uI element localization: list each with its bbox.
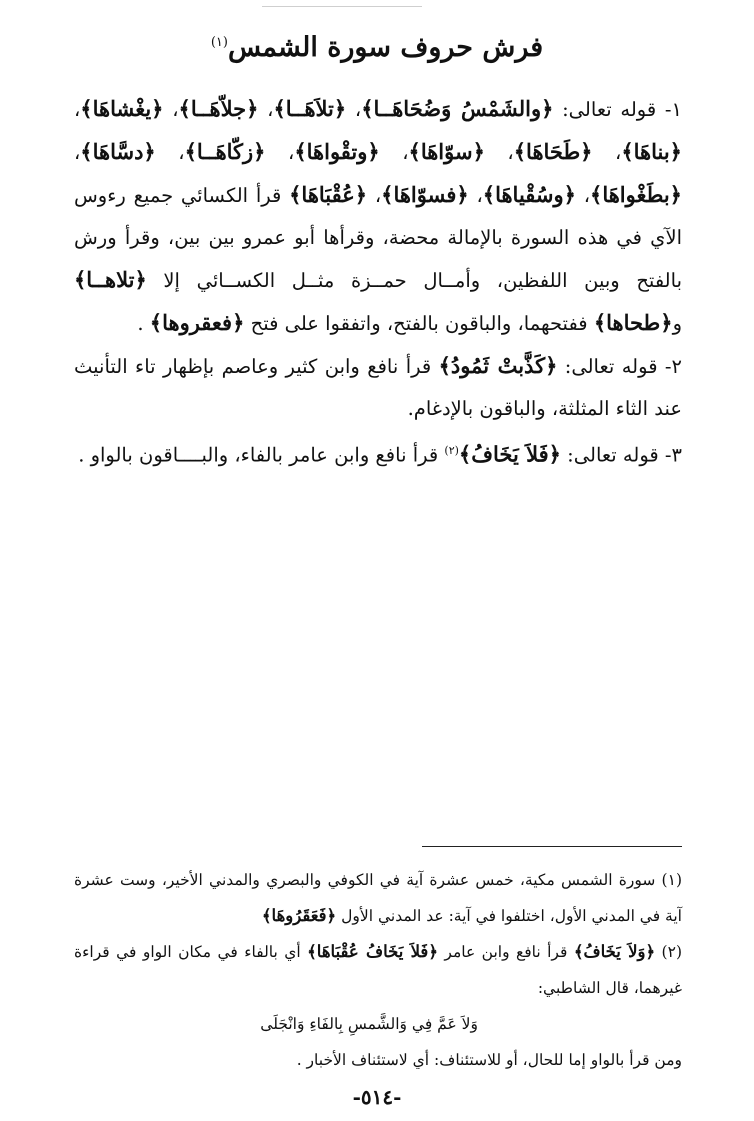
paragraph-3: [74, 430, 682, 477]
quran-word: ﴿عُقْبَاهَا﴾: [289, 182, 368, 207]
text-segment: ،: [592, 141, 622, 164]
poem-verse: [74, 1006, 682, 1042]
quran-word: ﴿وَلاَ يَخَافُ﴾: [573, 942, 656, 961]
text-segment: قرأ الكسائي جميع رءوس الآي في هذه السورة بالإمالة محضة، وقرأها أبو عمرو بين بين، وقرأ ورش بالفتح وبين اللفظين، وأمــال حمــزة مثــل الكســائي إلا: [74, 184, 682, 292]
footnote-ref: (٢): [444, 444, 459, 457]
quran-word: ﴿فسوّاهَا﴾: [381, 182, 469, 207]
quran-word: ﴿دسَّاهَا﴾: [80, 139, 156, 164]
text-segment: ففتحهما، والباقون بالفتح، واتفقوا على فتح: [244, 312, 594, 335]
text-segment: ومن قرأ بالواو إما للحال، أو للاستئناف: أي لاستئناف الأخبار .: [296, 1051, 682, 1069]
quran-word: ﴿طحاها﴾: [593, 310, 673, 335]
text-segment: ،: [155, 141, 185, 164]
title-text: فرش حروف سورة الشمس: [227, 32, 544, 63]
footnote-1: [74, 862, 682, 934]
quran-word: ﴿بناهَا﴾: [621, 139, 682, 164]
paragraph-1: [74, 88, 682, 345]
quran-word: ﴿سوّاهَا﴾: [408, 139, 485, 164]
page-title: [0, 32, 754, 63]
quran-word: ﴿فعقروها﴾: [149, 310, 245, 335]
verse-text: وَلاَ عَمَّ فِي وَالشَّمسِ بِالفَاءِ وَانْجَلَى: [260, 1015, 478, 1033]
quran-word: ﴿والشَمْسُ وَضُحَاهَــا﴾: [361, 96, 554, 121]
text-segment: .: [137, 312, 150, 335]
quran-word: ﴿تلاَهَــا﴾: [273, 96, 347, 121]
text-segment: ١- قوله تعالى:: [553, 98, 682, 121]
quran-word: ﴿وتقْواهَا﴾: [294, 139, 380, 164]
text-segment: ،: [367, 184, 382, 207]
text-segment: قرأ نافع وابن عامر: [438, 943, 574, 961]
footnote-2: [74, 934, 682, 1006]
quran-word: ﴿يغْشاهَا﴾: [80, 96, 164, 121]
quran-word: ﴿فَعَقَرُوهَا﴾: [261, 906, 337, 925]
quran-word: ﴿زكّاهَــا﴾: [184, 139, 266, 164]
top-rule: [262, 6, 422, 7]
text-segment: ٣- قوله تعالى:: [560, 443, 682, 467]
footnotes: [74, 862, 682, 1078]
title-footnote-ref: (١): [210, 35, 228, 50]
quran-word: ﴿فَلاَ يَخَافُ﴾: [458, 441, 561, 467]
text-segment: أي بالفاء في مكان الواو في قراءة غيرهما، قال الشاطبي:: [74, 943, 682, 997]
page-number: -٥١٤-: [352, 1085, 402, 1109]
footnote-3: [74, 1042, 682, 1078]
text-segment: ،: [379, 141, 409, 164]
paragraph-2: [74, 345, 682, 430]
text-segment: ،: [265, 141, 295, 164]
text-segment: ،: [484, 141, 514, 164]
text-segment: ،: [163, 98, 179, 121]
quran-word: ﴿طَحَاهَا﴾: [513, 139, 593, 164]
text-segment: قرأ نافع وابن كثير وعاصم بإظهار تاء التأنيث عند الثاء المثلثة، والباقون بالإدغام.: [74, 355, 682, 420]
text-segment: ،: [468, 184, 483, 207]
quran-word: ﴿تلاهــا﴾: [74, 267, 147, 292]
quran-word: ﴿بطَغْواهَا﴾: [590, 182, 682, 207]
quran-word: ﴿وسُقْياهَا﴾: [482, 182, 576, 207]
text-segment: (٢): [655, 943, 682, 961]
text-segment: ،: [575, 184, 591, 207]
text-segment: ٢- قوله تعالى:: [557, 355, 682, 378]
body-text: [74, 88, 682, 477]
text-segment: ،: [74, 98, 81, 121]
text-segment: (١) سورة الشمس مكية، خمس عشرة آية في الكوفي والبصري والمدني الأخير، وست عشرة آية في المدني الأول، اختلفوا في آية: عد المدني الأول: [74, 871, 682, 925]
text-segment: ،: [74, 141, 81, 164]
footnote-separator: [422, 846, 682, 847]
quran-word: ﴿كَذَّبتْ ثَمُودُ﴾: [438, 353, 558, 378]
text-segment: ،: [258, 98, 274, 121]
quran-word: ﴿جلاّهَــا﴾: [178, 96, 259, 121]
text-segment: و: [672, 312, 682, 335]
quran-word: ﴿فَلاَ يَخَافُ عُقْبَاهَا﴾: [307, 942, 438, 961]
text-segment: ،: [346, 98, 362, 121]
text-segment: قرأ نافع وابن عامر بالفاء، والبــــاقون بالواو .: [78, 443, 445, 467]
